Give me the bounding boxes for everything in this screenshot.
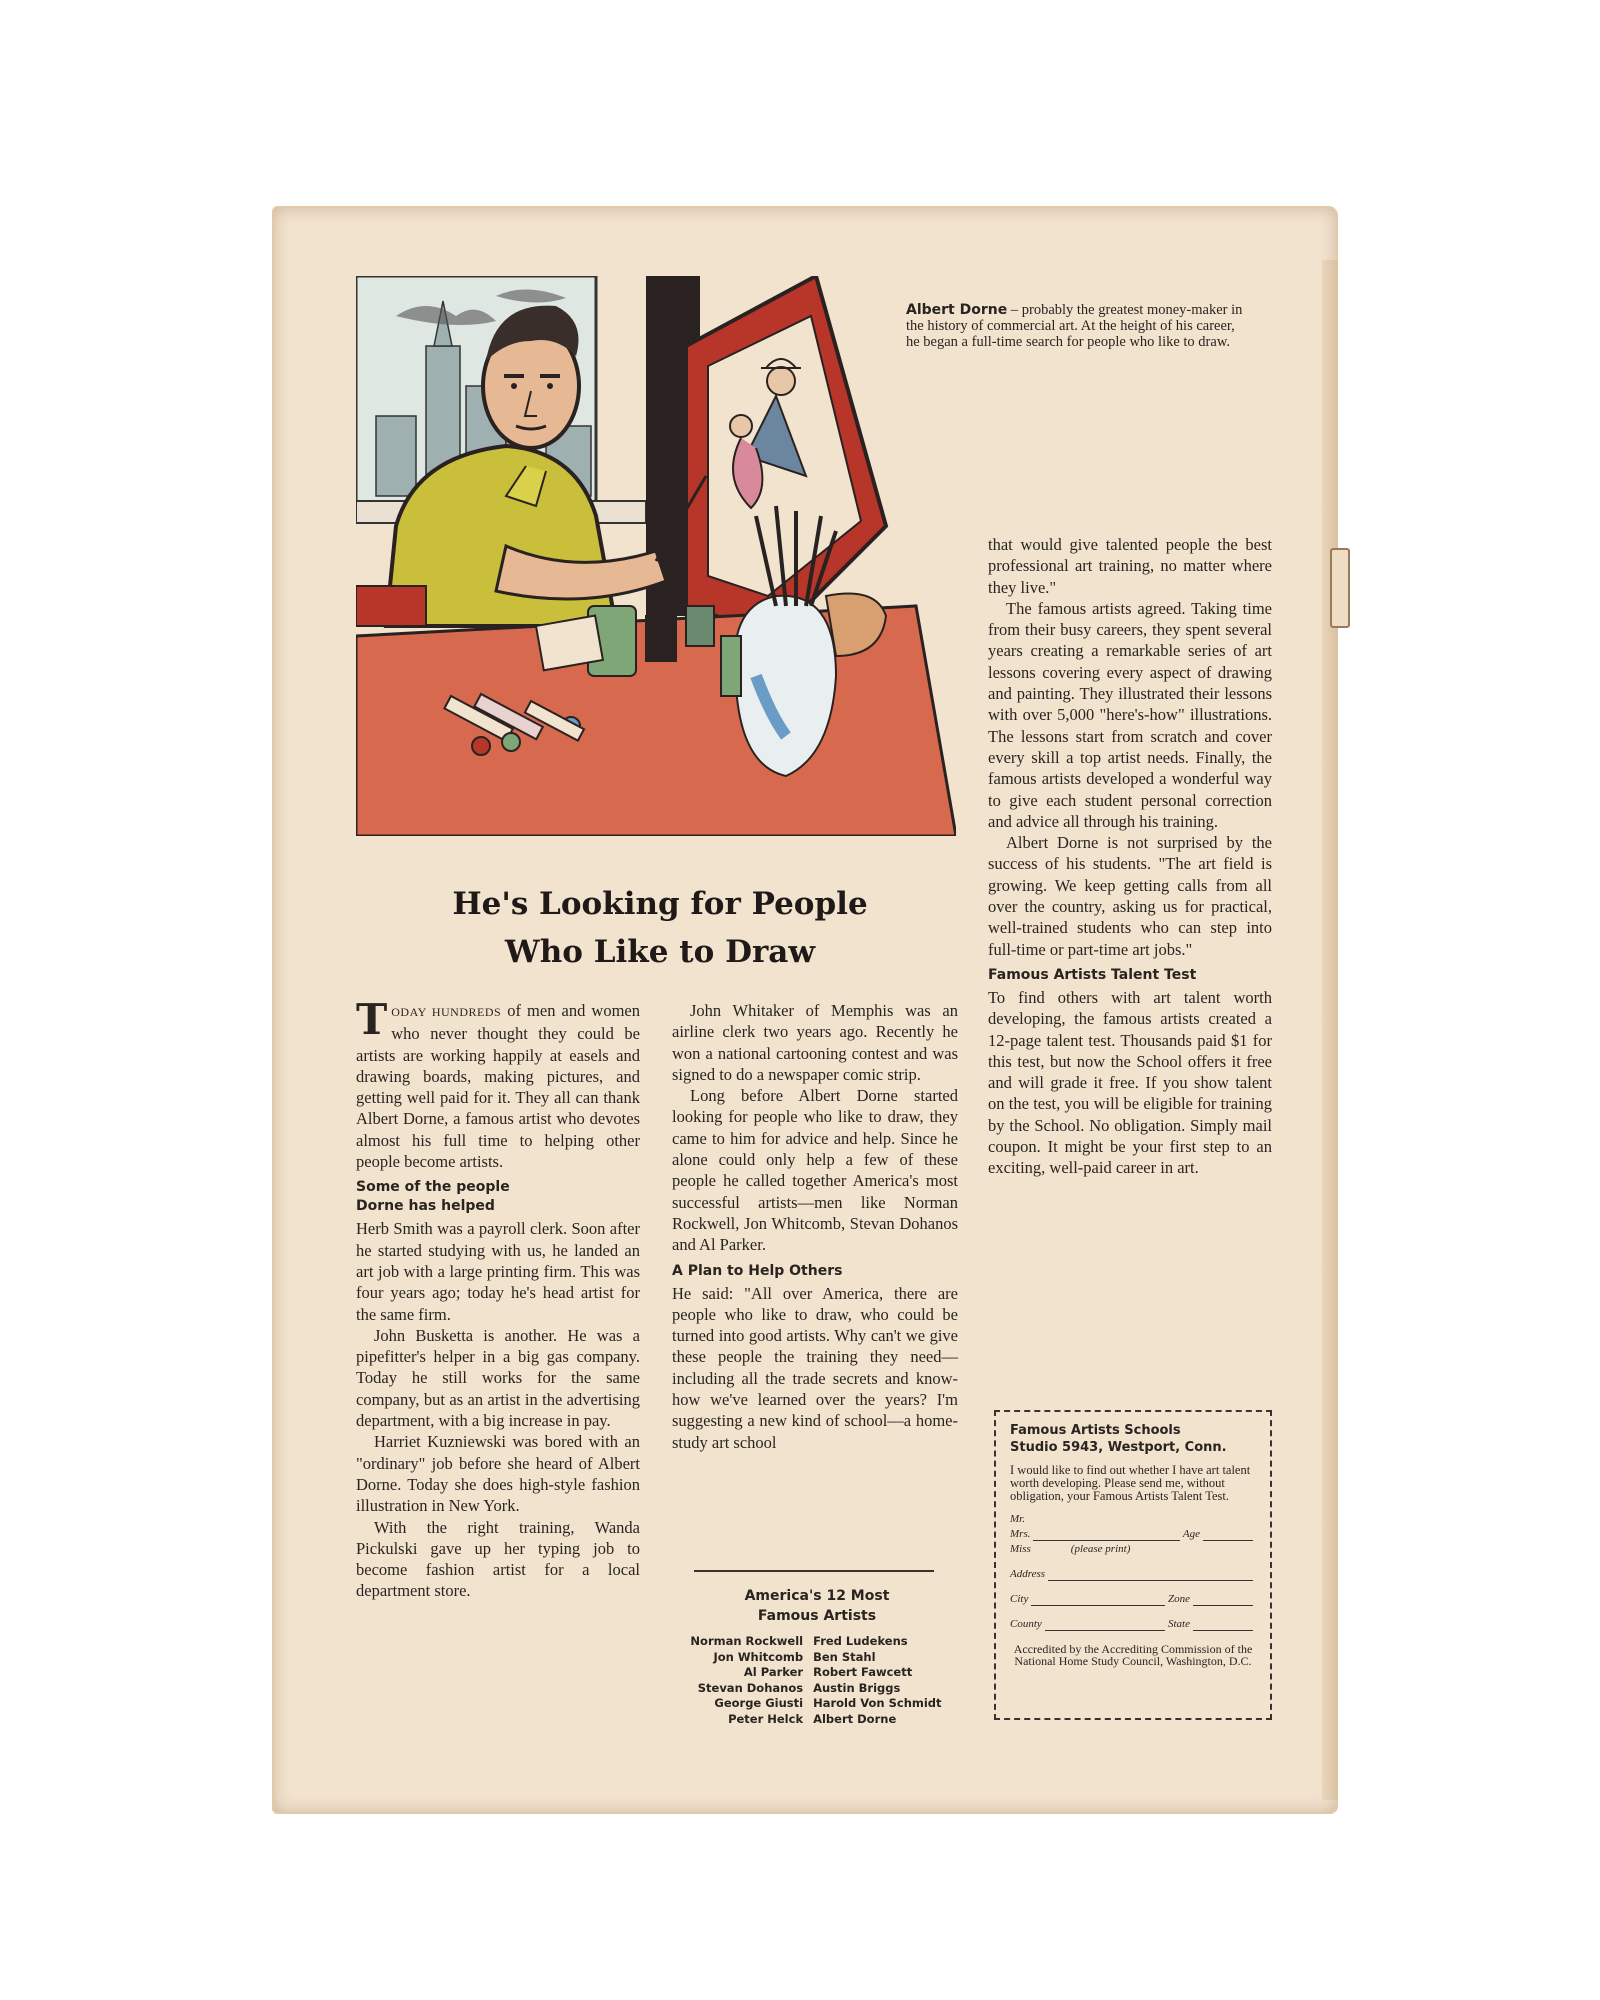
subhead-line-1: Some of the people — [356, 1179, 510, 1196]
coupon-zone-label: Zone — [1168, 1593, 1190, 1605]
intro-text: of men and women who never thought they could be artists are working happily at easels and drawing boards, making pictures, and getting well paid for it. They all can thank Albert Dorne, a famous artist who devotes almost his full time to helping other people become artists. — [356, 1001, 640, 1172]
list-title-line-2: Famous Artists — [757, 1608, 877, 1624]
page-edge — [1322, 260, 1338, 1800]
headline — [390, 880, 930, 976]
coupon-county-label: County — [1010, 1618, 1042, 1630]
artist-name: Al Parker — [743, 1665, 804, 1679]
artist-name: Ben Stahl — [813, 1649, 876, 1664]
artist-name: Peter Helck — [728, 1711, 804, 1726]
caption-text: – probably the greatest money-maker in the history of commercial art. At the height of his career, he began a full-time search for people who like to draw. — [906, 302, 1243, 350]
mail-coupon[interactable] — [994, 1410, 1272, 1720]
coupon-mr-label: Mr. — [1010, 1513, 1025, 1525]
drop-cap: T — [356, 995, 388, 1044]
artist-name: George Giusti — [714, 1696, 804, 1710]
artist-row — [672, 1665, 972, 1681]
illustration-caption — [906, 302, 1246, 350]
article-column-3 — [988, 534, 1272, 1179]
coupon-city-label: City — [1010, 1593, 1029, 1605]
caption-name: Albert Dorne — [906, 302, 1008, 318]
paragraph-john-busketta: John Busketta is another. He was a pipefitter's helper in a big gas company. Today he still works for the same company, but as an artist in the advertising department, with a big increase in pay. — [356, 1325, 640, 1431]
article-column-1 — [356, 995, 640, 1602]
headline-line-2: Who Like to Draw — [504, 934, 816, 970]
list-title-line-1: America's 12 Most — [744, 1588, 890, 1604]
coupon-accreditation: Accredited by the Accrediting Commission of the National Home Study Council, Washington, D.C. — [1013, 1642, 1253, 1668]
coupon-miss-line — [1010, 1543, 1256, 1556]
artist-name: Fred Ludekens — [813, 1634, 908, 1648]
paragraph-john-whitaker: John Whitaker of Memphis was an airline clerk two years ago. Recently he won a national cartooning contest and was signed to do a newspaper comic strip. — [672, 1001, 958, 1084]
paragraph-artists-agreed: The famous artists agreed. Taking time from their busy careers, they spent several years creating a remarkable series of art lessons covering every aspect of drawing and painting. They illustrated their lessons with over 5,000 "here's-how" illustrations. The lessons start from scratch and cover every skill a top artist needs. Finally, the famous artists developed a wonderful way to give each student personal correction and advice all through his training. — [988, 598, 1272, 831]
artist-name: Stevan Dohanos — [697, 1680, 804, 1695]
paragraph-wanda-pickulski: With the right training, Wanda Pickulski gave up her typing job to become fashion artist for a local department store. — [356, 1517, 640, 1601]
paragraph-he-said: He said: "All over America, there are people who like to draw, who could be turned into good artists. Why can't we give these people the training they need—including all the trade secrets and know-how we've learned over the years? I'm suggesting a new kind of school—a home-study art school — [672, 1283, 958, 1452]
coupon-mr-line — [1010, 1513, 1256, 1526]
artist-name: Albert Dorne — [813, 1711, 897, 1726]
coupon-body: I would like to find out whether I have art talent worth developing. Please send me, without obligation, your Famous Artists Talent Test. — [1010, 1463, 1251, 1503]
paragraph-not-surprised: Albert Dorne is not surprised by the success of his students. "The art field is growing. We keep getting calls from all over the country, asking us for practical, well-trained students who can step into full-time or part-time art jobs." — [988, 833, 1272, 959]
albert-dorne-illustration — [356, 276, 956, 836]
paragraph-long-before: Long before Albert Dorne started looking for people who like to draw, they came to him for advice and help. Since he alone could only help a few of these people he called together America's most successful artists—men like Norman Rockwell, Jon Whitcomb, Stevan Dohanos and Al Parker. — [672, 1086, 958, 1255]
artist-row — [672, 1681, 972, 1697]
artist-name: Norman Rockwell — [690, 1634, 804, 1648]
subhead-line-2: Dorne has helped — [356, 1198, 495, 1215]
coupon-studio-address: Studio 5943, Westport, Conn. — [1010, 1440, 1227, 1455]
coupon-miss-label: Miss — [1010, 1543, 1031, 1555]
artist-row — [672, 1696, 972, 1712]
artist-row — [672, 1650, 972, 1666]
paragraph-herb-smith: Herb Smith was a payroll clerk. Soon after he started studying with us, he landed an art job with a large printing firm. This was four years ago; today he's head artist for the same firm. — [356, 1219, 640, 1324]
artist-name: Robert Fawcett — [813, 1665, 913, 1679]
coupon-state-label: State — [1168, 1618, 1190, 1630]
paragraph-harriet-kuzniewski: Harriet Kuzniewski was bored with an "ordinary" job before she heard of Albert Dorne. Today she does high-style fashion illustration in New York. — [356, 1432, 640, 1516]
paragraph-talent-test: To find others with art talent worth developing, the famous artists created a 12-page talent test. Thousands paid $1 for this test, but now the School offers it free and will grade it free. If you show talent on the test, you will be eligible for training by the School. No obligation. Simply mail coupon. It might be your first step to an exciting, well-paid career in art. — [988, 987, 1272, 1178]
coupon-please-print: (please print) — [1070, 1543, 1131, 1555]
article-column-2 — [672, 1000, 958, 1453]
paragraph-talented-people: that would give talented people the best professional art training, no matter where they live." — [988, 535, 1272, 597]
coupon-address-label: Address — [1010, 1568, 1046, 1580]
staple-tab — [1330, 548, 1350, 628]
coupon-county-field[interactable] — [1010, 1618, 1256, 1631]
coupon-age-label: Age — [1182, 1528, 1200, 1540]
artist-row — [672, 1712, 972, 1728]
artist-row — [672, 1634, 972, 1650]
coupon-school-name: Famous Artists Schools — [1010, 1423, 1181, 1438]
artists-list — [672, 1634, 972, 1727]
coupon-city-field[interactable] — [1010, 1593, 1256, 1606]
artists-list-title — [672, 1586, 962, 1626]
coupon-mrs-label: Mrs. — [1010, 1528, 1031, 1540]
divider-rule — [694, 1570, 934, 1572]
artist-name: Harold Von Schmidt — [813, 1696, 942, 1710]
artist-name: Austin Briggs — [813, 1680, 901, 1695]
subhead-dorne-helped — [356, 1178, 640, 1216]
coupon-address-field[interactable] — [1010, 1568, 1256, 1581]
headline-line-1: He's Looking for People — [452, 886, 868, 922]
subhead-plan: A Plan to Help Others — [672, 1262, 843, 1279]
intro-smallcaps: ODAY HUNDREDS — [391, 1005, 502, 1019]
subhead-talent-test: Famous Artists Talent Test — [988, 966, 1197, 983]
coupon-name-field[interactable] — [1010, 1528, 1256, 1541]
artist-name: Jon Whitcomb — [713, 1649, 804, 1664]
intro-paragraph — [356, 995, 640, 1172]
